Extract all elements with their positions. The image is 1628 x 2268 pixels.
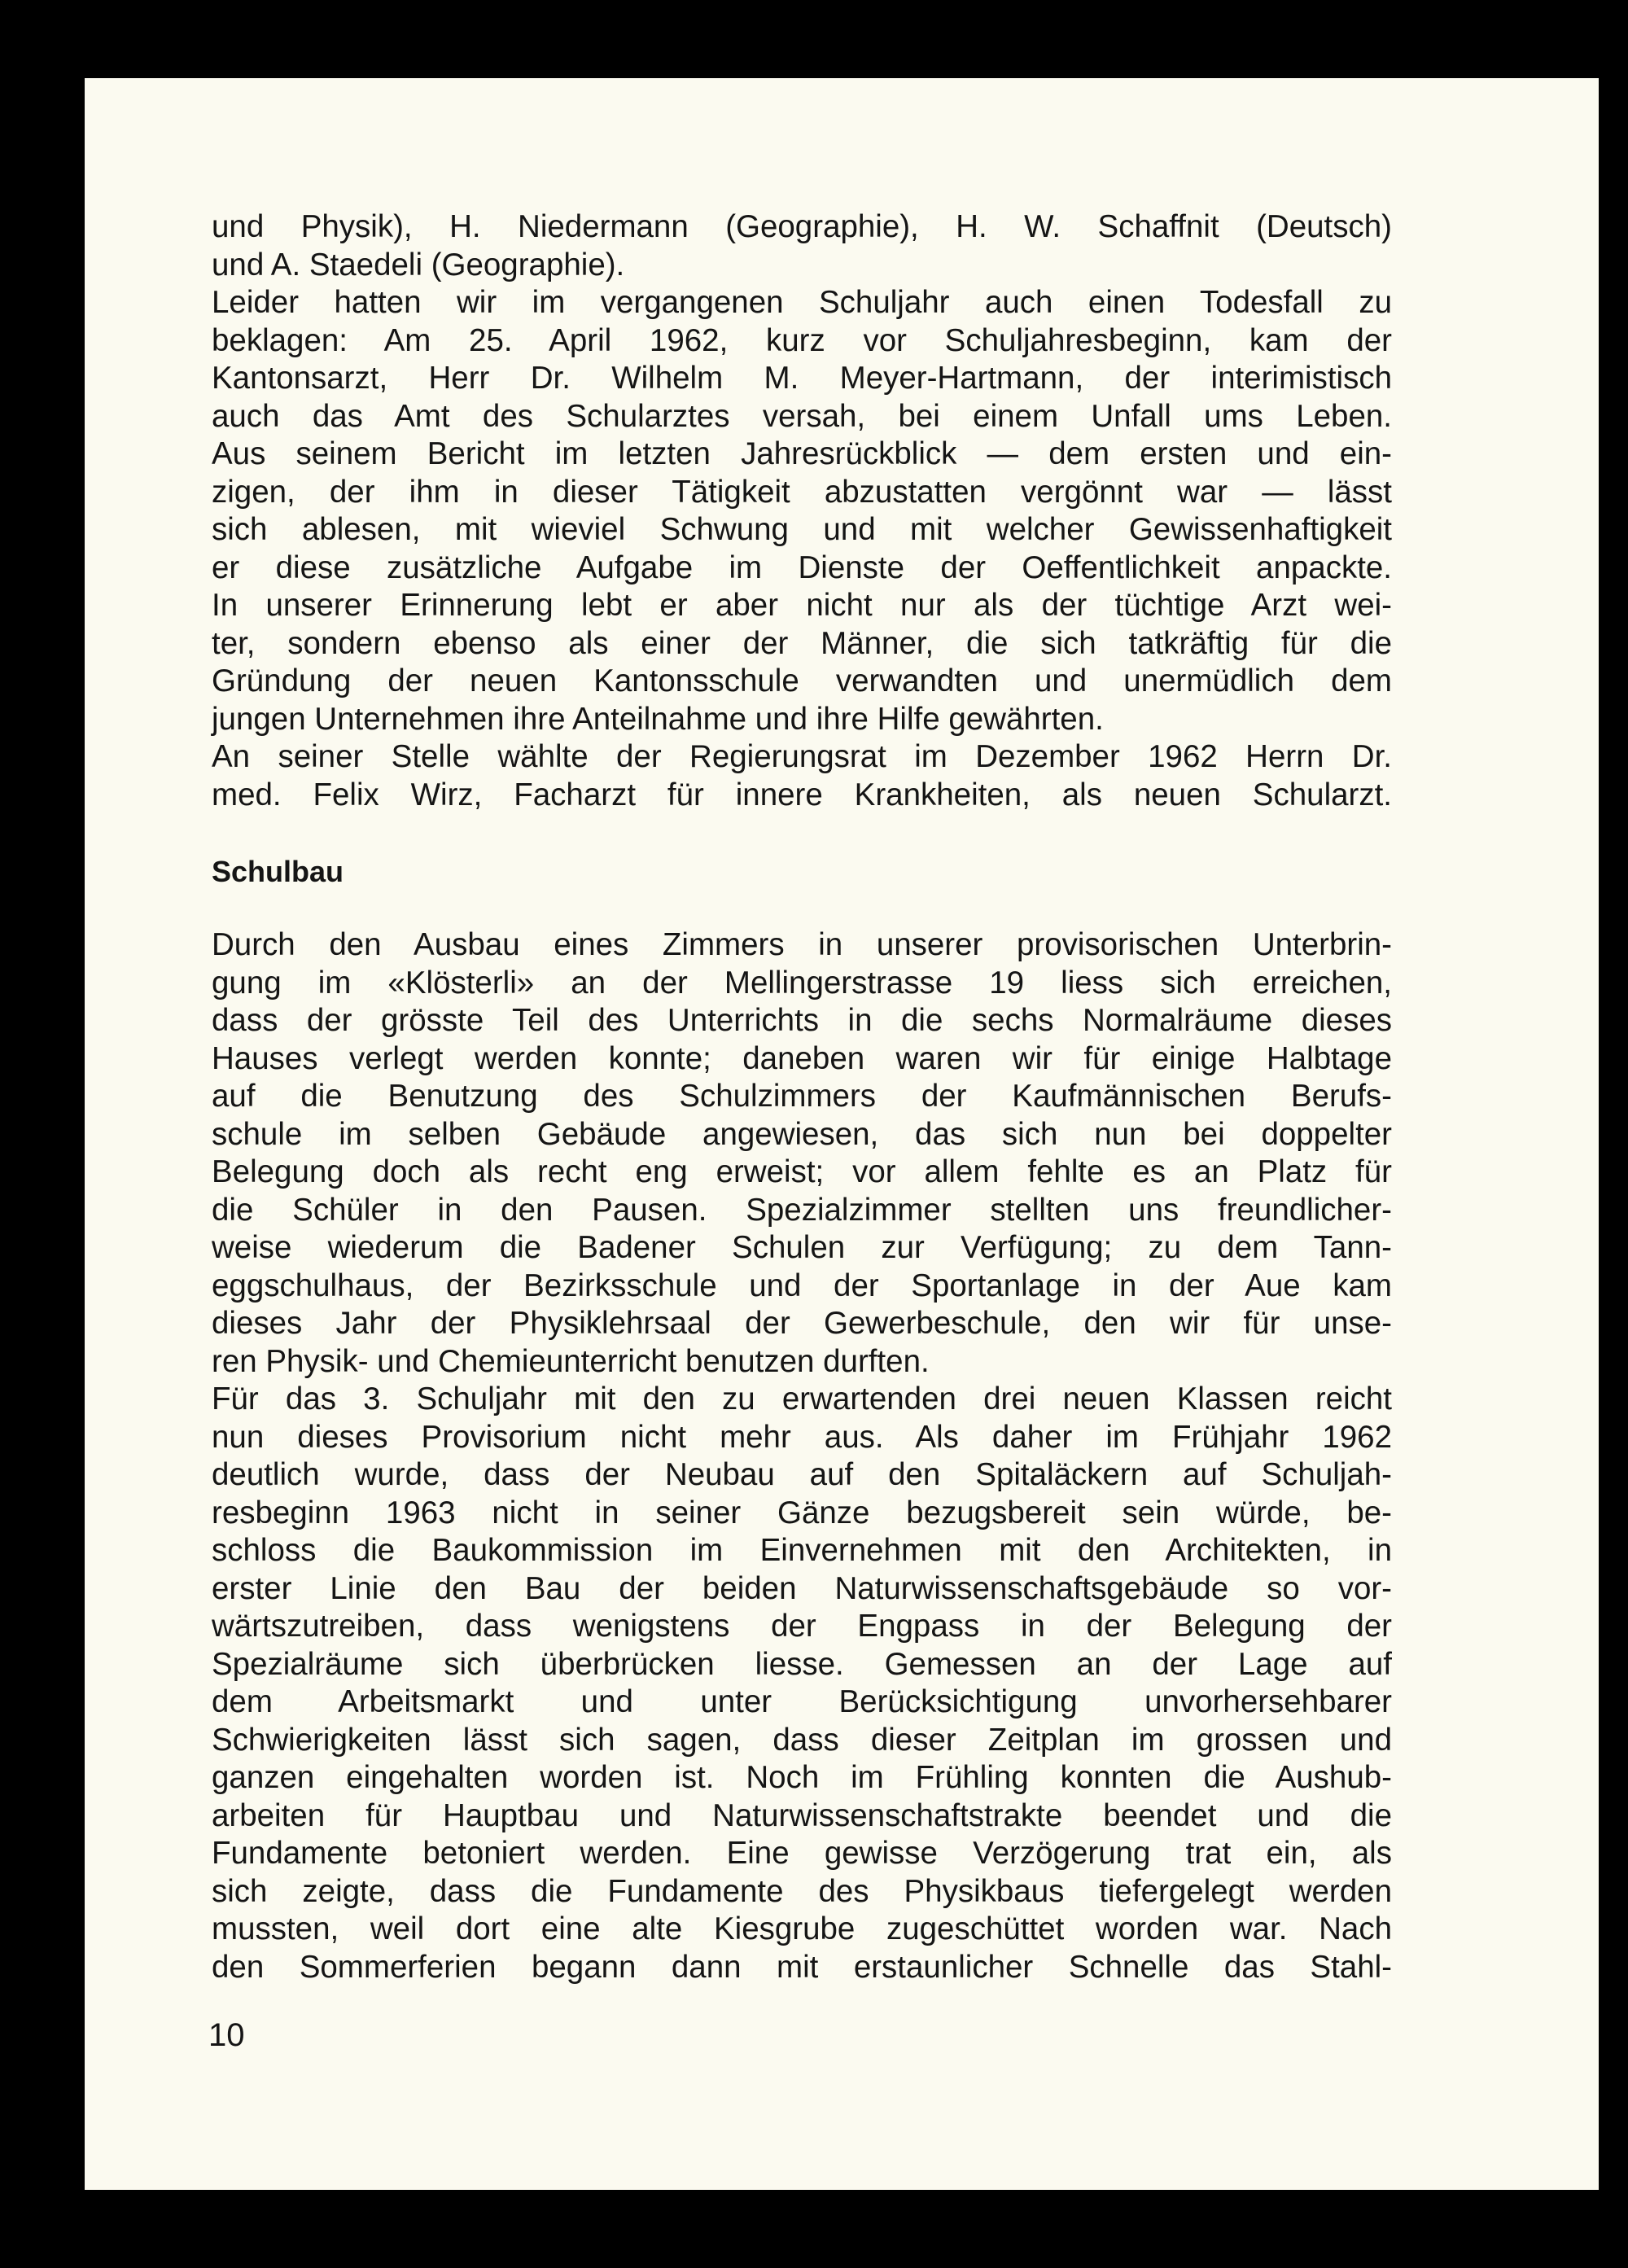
text-line: Schwierigkeiten lässt sich sagen, dass dieser Zeitplan im grossen und — [212, 1722, 1392, 1758]
text-line: jungen Unternehmen ihre Anteilnahme und ihre Hilfe gewährten. — [212, 701, 1104, 737]
paragraph-3 — [212, 738, 1392, 814]
document-page — [85, 78, 1599, 2190]
text-line: Gründung der neuen Kantonsschule verwandten und unermüdlich dem — [212, 663, 1392, 698]
text-line: gung im «Klösterli» an der Mellingerstrasse 19 liess sich erreichen, — [212, 965, 1392, 1000]
text-line: den Sommerferien begann dann mit erstaunlicher Schnelle das Stahl- — [212, 1949, 1392, 1985]
text-line: erster Linie den Bau der beiden Naturwissenschaftsgebäude so vor- — [212, 1570, 1392, 1606]
text-line: Durch den Ausbau eines Zimmers in unserer provisorischen Unterbrin- — [212, 927, 1392, 962]
text-line: Aus seinem Bericht im letzten Jahresrückblick — dem ersten und ein- — [212, 436, 1392, 471]
text-line: sich zeigte, dass die Fundamente des Physikbaus tiefergelegt werden — [212, 1873, 1392, 1909]
text-line: ter, sondern ebenso als einer der Männer, die sich tatkräftig für die — [212, 625, 1392, 661]
paragraph-5 — [212, 1381, 1392, 1986]
section-heading: Schulbau — [212, 855, 344, 888]
text-line: arbeiten für Hauptbau und Naturwissenschaftstrakte beendet und die — [212, 1797, 1392, 1833]
paragraph-4 — [212, 926, 1392, 1381]
text-line: Kantonsarzt, Herr Dr. Wilhelm M. Meyer-Hartmann, der interimistisch — [212, 361, 1392, 396]
text-line: beklagen: Am 25. April 1962, kurz vor Schuljahresbeginn, kam der — [212, 322, 1392, 358]
text-line: auch das Amt des Schularztes versah, bei einem Unfall ums Leben. — [212, 398, 1392, 434]
text-line: Belegung doch als recht eng erweist; vor allem fehlte es an Platz für — [212, 1154, 1392, 1189]
text-line: dieses Jahr der Physiklehrsaal der Gewerbeschule, den wir für unse- — [212, 1306, 1392, 1341]
text-line: deutlich wurde, dass der Neubau auf den Spitaläckern auf Schuljah- — [212, 1457, 1392, 1492]
text-line: zigen, der ihm in dieser Tätigkeit abzustatten vergönnt war — lässt — [212, 474, 1392, 510]
text-line: mussten, weil dort eine alte Kiesgrube zugeschüttet worden war. Nach — [212, 1911, 1392, 1946]
text-line: An seiner Stelle wählte der Regierungsrat im Dezember 1962 Herrn Dr. — [212, 739, 1392, 774]
text-line: ren Physik- und Chemieunterricht benutzen durften. — [212, 1343, 930, 1379]
text-line: weise wiederum die Badener Schulen zur Verfügung; zu dem Tann- — [212, 1230, 1392, 1265]
text-line: sich ablesen, mit wieviel Schwung und mit welcher Gewissenhaftigkeit — [212, 512, 1392, 547]
text-line: Fundamente betoniert werden. Eine gewisse Verzögerung trat ein, als — [212, 1836, 1392, 1871]
text-line: dass der grösste Teil des Unterrichts in die sechs Normalräume dieses — [212, 1003, 1392, 1038]
text-line: und A. Staedeli (Geographie). — [212, 247, 625, 282]
text-line: die Schüler in den Pausen. Spezialzimmer stellten uns freundlicher- — [212, 1192, 1392, 1228]
paragraph-1 — [212, 208, 1392, 284]
text-line: er diese zusätzliche Aufgabe im Dienste der Oeffentlichkeit anpackte. — [212, 549, 1392, 585]
text-line: eggschulhaus, der Bezirksschule und der Sportanlage in der Aue kam — [212, 1268, 1392, 1303]
paragraph-2 — [212, 284, 1392, 738]
text-line: auf die Benutzung des Schulzimmers der Kaufmännischen Berufs- — [212, 1079, 1392, 1114]
text-line: resbeginn 1963 nicht in seiner Gänze bezugsbereit sein würde, be- — [212, 1495, 1392, 1530]
text-line: schule im selben Gebäude angewiesen, das sich nun bei doppelter — [212, 1116, 1392, 1152]
text-line: Für das 3. Schuljahr mit den zu erwartenden drei neuen Klassen reicht — [212, 1381, 1392, 1416]
text-line: und Physik), H. Niedermann (Geographie), H. W. Schaffnit (Deutsch) — [212, 209, 1392, 244]
page-number: 10 — [208, 2017, 245, 2053]
text-line: med. Felix Wirz, Facharzt für innere Krankheiten, als neuen Schularzt. — [212, 777, 1392, 812]
text-line: schloss die Baukommission im Einvernehmen mit den Architekten, in — [212, 1533, 1392, 1568]
text-line: Leider hatten wir im vergangenen Schuljahr auch einen Todesfall zu — [212, 285, 1392, 320]
text-line: Spezialräume sich überbrücken liesse. Gemessen an der Lage auf — [212, 1646, 1392, 1682]
text-line: Hauses verlegt werden konnte; daneben waren wir für einige Halbtage — [212, 1040, 1392, 1076]
text-line: dem Arbeitsmarkt und unter Berücksichtigung unvorhersehbarer — [212, 1684, 1392, 1719]
text-line: nun dieses Provisorium nicht mehr aus. Als daher im Frühjahr 1962 — [212, 1419, 1392, 1455]
text-line: wärtszutreiben, dass wenigstens der Engpass in der Belegung der — [212, 1609, 1392, 1644]
text-line: ganzen eingehalten worden ist. Noch im Frühling konnten die Aushub- — [212, 1760, 1392, 1795]
text-line: In unserer Erinnerung lebt er aber nicht nur als der tüchtige Arzt wei- — [212, 588, 1392, 623]
